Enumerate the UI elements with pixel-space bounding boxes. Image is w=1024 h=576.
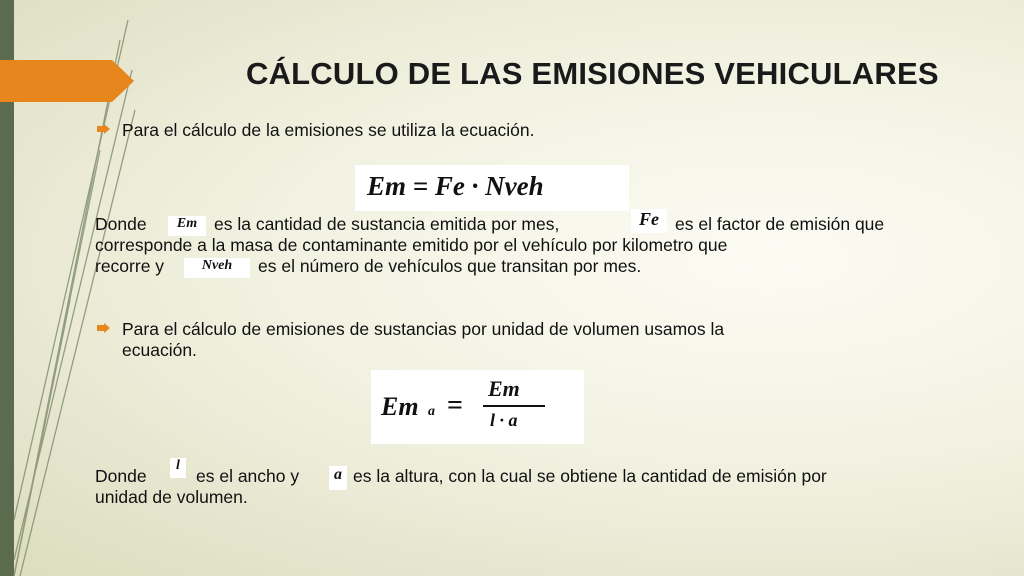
para1-seg1: es la cantidad de sustancia emitida por mes, [214, 214, 560, 234]
symbol-nveh: Nveh [184, 258, 250, 278]
symbol-fe: Fe [631, 209, 667, 233]
equation-1 [355, 165, 629, 211]
para2-seg1: es el ancho y [196, 466, 300, 486]
fraction-bar [483, 405, 545, 407]
para2-donde: Donde [95, 466, 147, 486]
para1-donde: Donde [95, 214, 147, 234]
symbol-a: a [329, 466, 347, 490]
equation-2-denominator: l · a [490, 410, 518, 430]
slide-title: CÁLCULO DE LAS EMISIONES VEHICULARES [246, 56, 939, 91]
equation-1-text: Em = Fe · Nveh [367, 171, 544, 201]
bullet-text-2-line1: Para el cálculo de emisiones de sustancias por unidad de volumen usamos la [122, 319, 725, 339]
para1-seg4: es el número de vehículos que transitan por mes. [258, 256, 642, 276]
para1-seg3: recorre y [95, 256, 165, 276]
title-accent-arrow [0, 60, 134, 102]
symbol-em: Em [168, 216, 206, 236]
equation-2-equals: = [447, 390, 463, 421]
bullet-arrow-icon [97, 124, 110, 134]
para2-line2: unidad de volumen. [95, 487, 248, 507]
bullet-text-2-line2: ecuación. [122, 340, 197, 360]
equation-2-lhs: Em [381, 392, 419, 421]
para1-seg2: es el factor de emisión que [675, 214, 885, 234]
bullet-arrow-icon [97, 323, 110, 333]
symbol-l: l [170, 458, 186, 478]
equation-2-numerator: Em [488, 376, 520, 401]
para1-line2: corresponde a la masa de contaminante emitido por el vehículo por kilometro que [95, 235, 728, 255]
bullet-text-1: Para el cálculo de la emisiones se utiliza la ecuación. [122, 120, 535, 140]
equation-2 [371, 370, 584, 444]
para2-seg2: es la altura, con la cual se obtiene la cantidad de emisión por [353, 466, 827, 486]
equation-2-subscript: a [428, 404, 435, 419]
